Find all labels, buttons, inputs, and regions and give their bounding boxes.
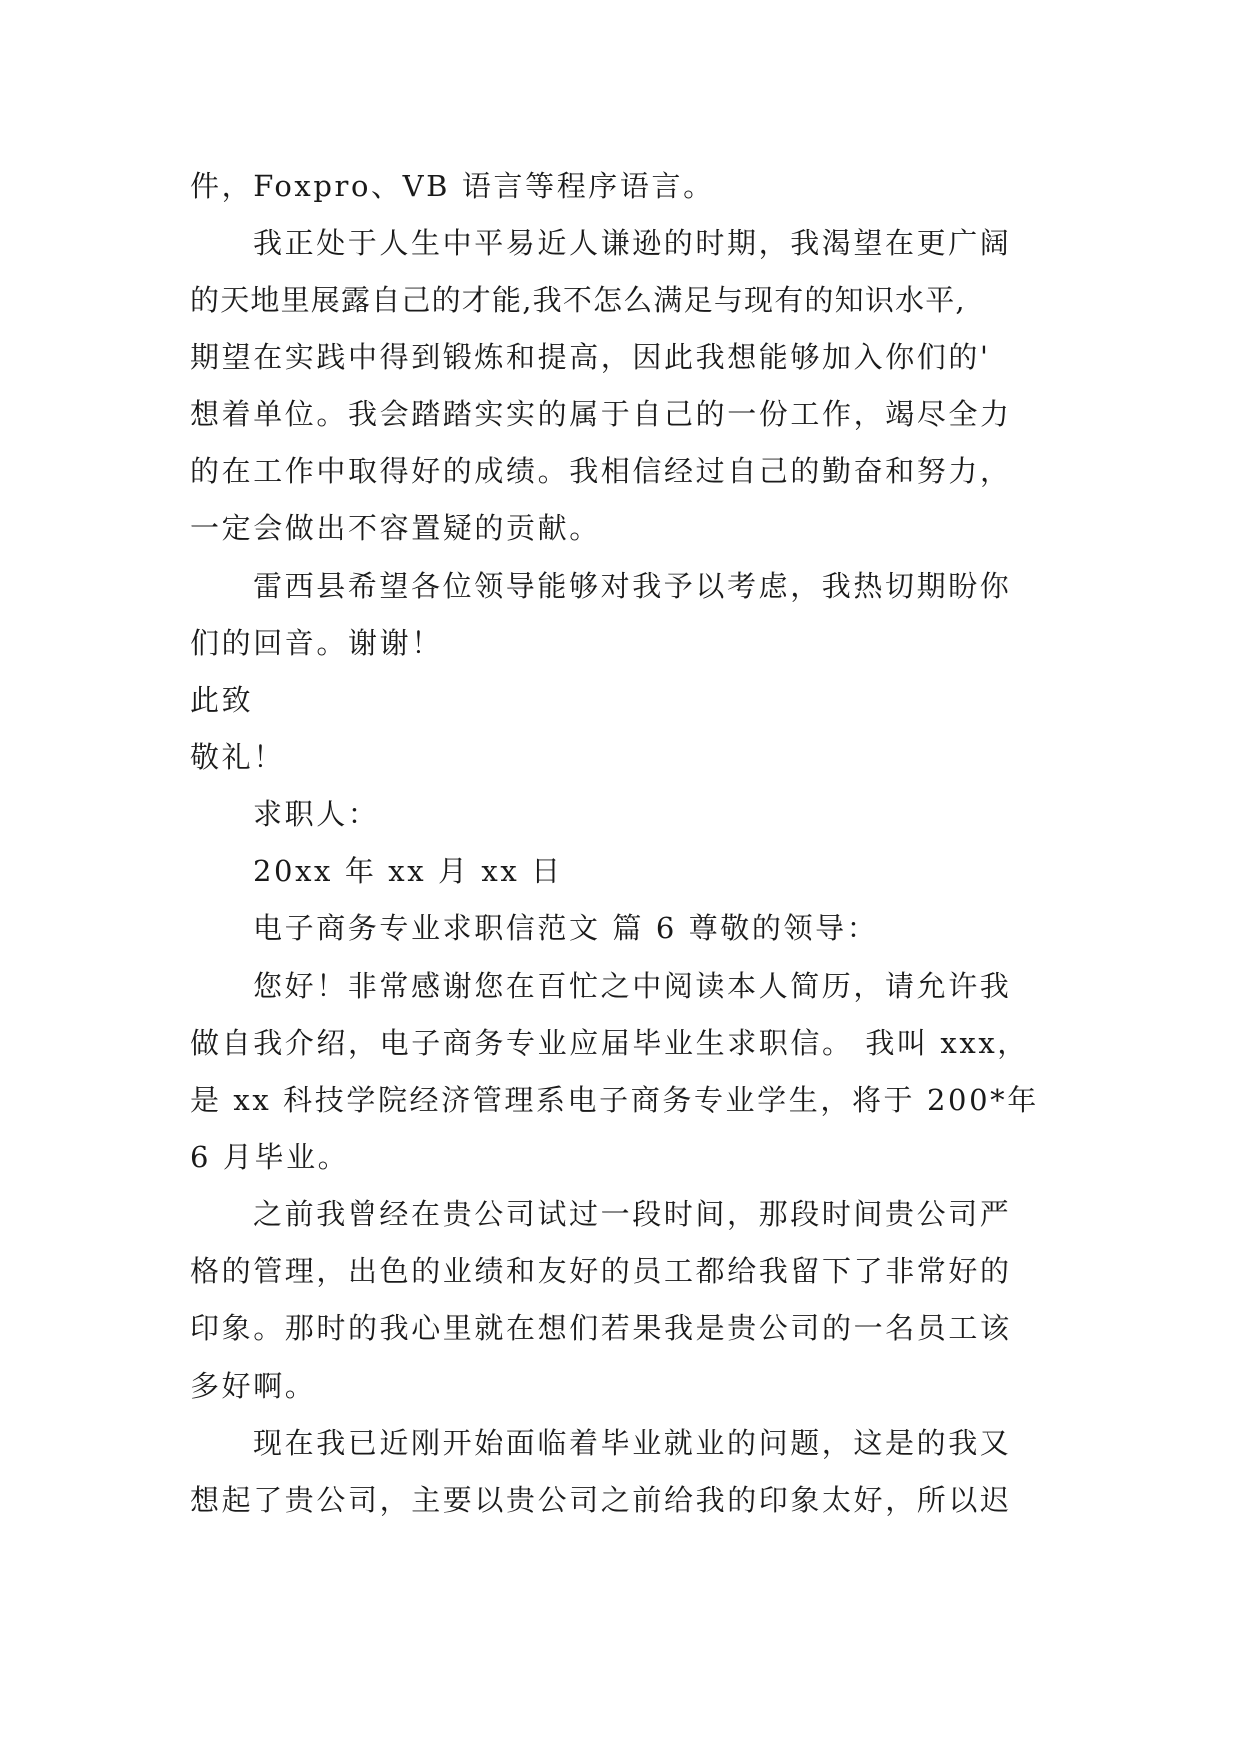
text-line: 印象。那时的我心里就在想们若果我是贵公司的一名员工该: [190, 1311, 1012, 1345]
signature-label: 求职人：: [253, 797, 380, 831]
text-line: 想着单位。我会踏踏实实的属于自己的一份工作，竭尽全力: [190, 397, 1012, 431]
paragraph-start: 雷西县希望各位领导能够对我予以考虑，我热切期盼你: [253, 569, 1012, 603]
text-line: 做自我介绍，电子商务专业应届毕业生求职信。 我叫 xxx，: [190, 1026, 1029, 1060]
text-line: 6 月毕业。: [190, 1140, 350, 1174]
closing-regards: 敬礼！: [190, 740, 285, 774]
text-line: 格的管理，出色的业绩和友好的员工都给我留下了非常好的: [190, 1254, 1012, 1288]
paragraph-start: 我正处于人生中平易近人谦逊的时期，我渴望在更广阔: [253, 226, 1012, 260]
section-heading: 电子商务专业求职信范文 篇 6 尊敬的领导：: [253, 911, 879, 945]
paragraph-start: 现在我已近刚开始面临着毕业就业的问题，这是的我又: [253, 1426, 1012, 1460]
letter-date: 20xx 年 xx 月 xx 日: [253, 854, 563, 888]
text-line: 多好啊。: [190, 1369, 317, 1403]
text-line: 的天地里展露自己的才能,我不怎么满足与现有的知识水平,: [190, 283, 966, 317]
closing-salutation: 此致: [190, 683, 254, 717]
paragraph-start: 之前我曾经在贵公司试过一段时间，那段时间贵公司严: [253, 1197, 1012, 1231]
paragraph-start: 您好！非常感谢您在百忙之中阅读本人简历，请允许我: [253, 969, 1012, 1003]
text-line: 想起了贵公司，主要以贵公司之前给我的印象太好，所以迟: [190, 1483, 1012, 1517]
text-line: 件，Foxpro、VB 语言等程序语言。: [190, 169, 715, 203]
text-line: 是 xx 科技学院经济管理系电子商务专业学生，将于 200*年: [190, 1083, 1039, 1117]
text-line: 一定会做出不容置疑的贡献。: [190, 511, 601, 545]
text-line: 的在工作中取得好的成绩。我相信经过自己的勤奋和努力，: [190, 454, 1012, 488]
text-line: 们的回音。谢谢！: [190, 626, 443, 660]
text-line: 期望在实践中得到锻炼和提高，因此我想能够加入你们的': [190, 340, 991, 374]
